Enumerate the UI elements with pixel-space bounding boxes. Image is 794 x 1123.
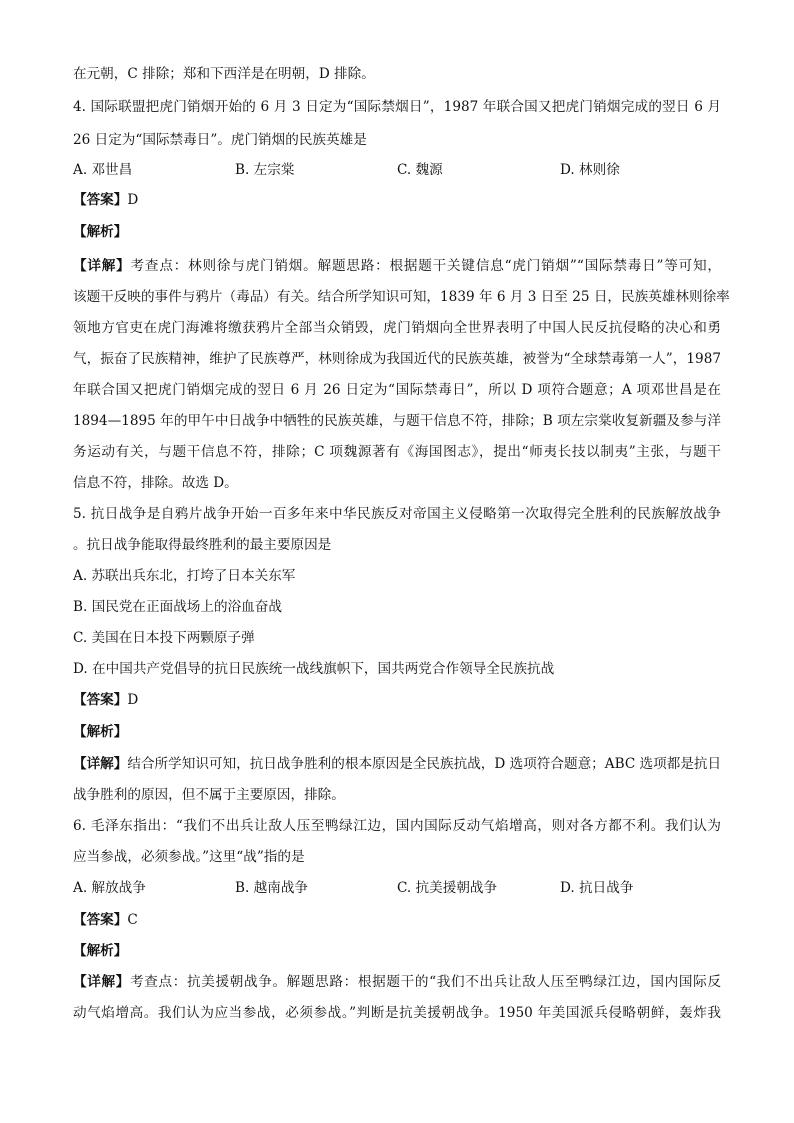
q6-detail-line-1 xyxy=(73,972,721,992)
q4-detail-line-3: 领地方官吏在虎门海滩将缴获鸦片全部当众销毁，虎门销烟向全世界表明了中国人民反抗侵略的决心和勇 xyxy=(73,320,721,336)
q6-option-d: D. 抗日战争 xyxy=(560,880,634,896)
q6-detail-line-2: 动气焰增高。我们认为应当参战，必须参战。”判断是抗美援朝战争。1950 年美国派兵侵略朝鲜，轰炸我 xyxy=(73,1005,721,1021)
q6-stem-line2: 应当参战，必须参战。”这里“战”指的是 xyxy=(73,849,305,865)
q5-option-c: C. 美国在日本投下两颗原子弹 xyxy=(73,630,255,646)
q4-detail-line-5: 年联合国又把虎门销烟完成的翌日 6 月 26 日定为“国际禁毒日”，所以 D 项符合题意；A 项邓世昌是在 xyxy=(73,382,721,398)
q6-option-a: A. 解放战争 xyxy=(73,880,146,896)
answer-tag: 【答案】 xyxy=(73,192,128,208)
q4-stem-line1: 4. 国际联盟把虎门销烟开始的 6 月 3 日定为“国际禁烟日”，1987 年联合国又把虎门销烟完成的翌日 6 月 xyxy=(73,99,721,115)
q4-option-b: B. 左宗棠 xyxy=(235,162,295,178)
q4-detail-line-4: 气，振奋了民族精神，维护了民族尊严，林则徐成为我国近代的民族英雄，被誉为“全球禁毒第一人”，1987 xyxy=(73,351,721,367)
detail-tag: 【详解】 xyxy=(73,258,131,274)
detail-text: 结合所学知识可知，抗日战争胜利的根本原因是全民族抗战，D 选项符合题意；ABC 选项都是抗日 xyxy=(127,756,722,772)
q4-detail-line-6: 1894—1895 年的甲午中日战争中牺牲的民族英雄，与题干信息不符，排除；B 项左宗棠收复新疆及参与洋 xyxy=(73,413,721,429)
q6-stem-line1: 6. 毛泽东指出：“我们不出兵让敌人压至鸭绿江边，国内国际反动气焰增高，则对各方都不利。我们认为 xyxy=(73,818,721,834)
answer-value: C xyxy=(127,912,138,928)
answer-value: D xyxy=(127,692,139,708)
q4-detail-line-8: 信息不符，排除。故选 D。 xyxy=(73,475,238,491)
q4-answer xyxy=(73,190,138,210)
analysis-tag: 【解析】 xyxy=(73,943,128,959)
q5-analysis-tag xyxy=(73,722,127,742)
analysis-tag: 【解析】 xyxy=(73,224,128,240)
q5-option-a: A. 苏联出兵东北，打垮了日本关东军 xyxy=(73,568,296,584)
detail-tag: 【详解】 xyxy=(73,974,130,990)
q4-detail-line-2: 该题干反映的事件与鸦片（毒品）有关。结合所学知识可知，1839 年 6 月 3 日至 25 日，民族英雄林则徐率 xyxy=(73,289,730,305)
answer-tag: 【答案】 xyxy=(73,692,128,708)
answer-value: D xyxy=(127,192,139,208)
detail-tag: 【详解】 xyxy=(73,756,128,772)
q5-option-d: D. 在中国共产党倡导的抗日民族统一战线旗帜下，国共两党合作领导全民族抗战 xyxy=(73,661,555,677)
q4-stem-line2: 26 日定为“国际禁毒日”。虎门销烟的民族英雄是 xyxy=(73,132,367,148)
q5-answer xyxy=(73,690,138,710)
q3-tail-text: 在元朝，C 排除；郑和下西洋是在明朝，D 排除。 xyxy=(73,66,375,82)
q6-option-c: C. 抗美援朝战争 xyxy=(397,880,498,896)
q4-analysis-tag xyxy=(73,222,127,242)
detail-text: 考查点：抗美援朝战争。解题思路：根据题干的“我们不出兵让敌人压至鸭绿江边，国内国际反 xyxy=(129,974,721,990)
analysis-tag: 【解析】 xyxy=(73,724,128,740)
q6-option-b: B. 越南战争 xyxy=(235,880,309,896)
q6-analysis-tag xyxy=(73,941,127,961)
q4-option-a: A. 邓世昌 xyxy=(73,162,133,178)
q6-answer xyxy=(73,910,138,930)
q5-stem-line2: 。抗日战争能取得最终胜利的最主要原因是 xyxy=(73,537,332,553)
answer-tag: 【答案】 xyxy=(73,912,128,928)
q4-detail-line-1 xyxy=(73,256,721,276)
detail-text: 考查点：林则徐与虎门销烟。解题思路：根据题干关键信息“虎门销烟”“国际禁毒日”等可知， xyxy=(130,258,721,274)
q4-option-d: D. 林则徐 xyxy=(560,162,620,178)
q4-option-c: C. 魏源 xyxy=(397,162,443,178)
q5-option-b: B. 国民党在正面战场上的浴血奋战 xyxy=(73,599,282,615)
q4-detail-line-7: 务运动有关，与题干信息不符，排除；C 项魏源著有《海国图志》，提出“师夷长技以制夷”主张，与题干 xyxy=(73,444,721,460)
q5-stem-line1: 5. 抗日战争是自鸦片战争开始一百多年来中华民族反对帝国主义侵略第一次取得完全胜利的民族解放战争 xyxy=(73,506,721,522)
q5-detail-line-2: 战争胜利的原因，但不属于主要原因，排除。 xyxy=(73,787,345,803)
q5-detail-line-1 xyxy=(73,754,721,774)
